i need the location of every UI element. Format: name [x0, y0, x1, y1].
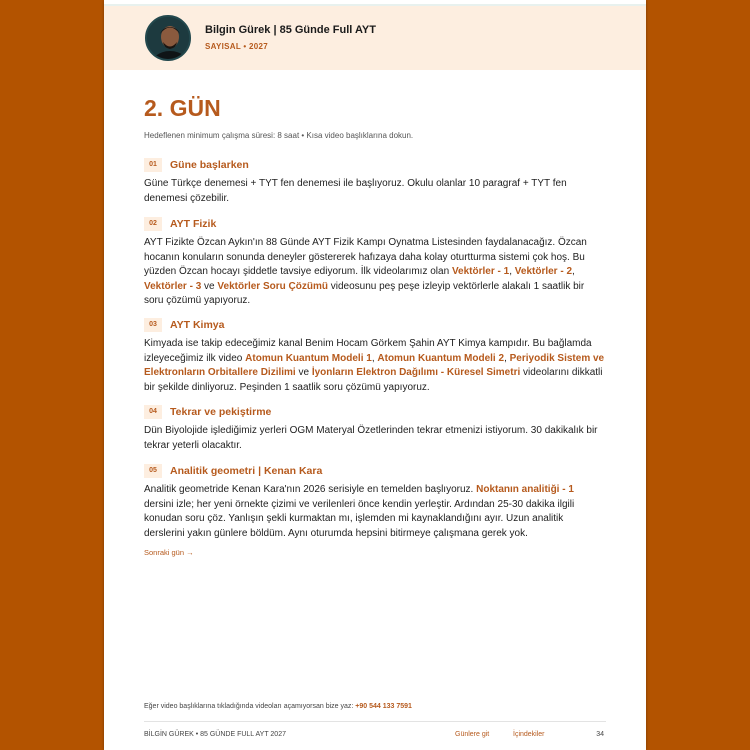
section-title: AYT Kimya — [170, 319, 225, 331]
video-link-vektorler-1[interactable]: Vektörler - 1 — [451, 266, 510, 278]
video-link-vektorler-2[interactable]: Vektörler - 2 — [514, 266, 573, 278]
section-title: Analitik geometri | Kenan Kara — [170, 465, 323, 477]
footer-link-days[interactable]: Günlere git — [455, 731, 490, 738]
section-title: Tekrar ve pekiştirme — [170, 406, 272, 418]
section-tekrar — [144, 404, 606, 453]
contact-note: Eğer video başlıklarına tıkladığında videoları açamıyorsan bize yaz: +90 544 133 7591 — [144, 703, 412, 710]
section-number: 01 — [144, 158, 162, 172]
section-ayt-kimya — [144, 317, 606, 395]
header — [104, 4, 646, 70]
video-link-iyonlarin-elektron-dagilimi[interactable]: İyonların Elektron Dağılımı - Küresel Simetri — [311, 367, 521, 379]
section-analitik-geometri — [144, 463, 606, 541]
section-ayt-fizik — [144, 216, 606, 309]
footer-divider — [144, 721, 606, 722]
video-link-noktanin-analitigi-1[interactable]: Noktanın analitiği - 1 — [476, 484, 574, 495]
page — [104, 0, 646, 750]
video-link-periyodik-sistem[interactable]: Periyodik Sistem ve Elektronların Orbitallere Dizilimi — [144, 352, 605, 379]
section-number: 02 — [144, 217, 162, 231]
footer-link-toc[interactable]: İçindekiler — [513, 731, 545, 738]
author-avatar — [145, 15, 191, 61]
track-label: SAYISAL • 2027 — [205, 42, 269, 51]
section-gune-baslarken — [144, 157, 606, 206]
section-title: Güne başlarken — [170, 159, 249, 171]
page-title: 2. GÜN — [144, 95, 221, 121]
section-number: 03 — [144, 318, 162, 332]
section-number: 05 — [144, 464, 162, 478]
contact-phone[interactable]: +90 544 133 7591 — [355, 703, 412, 710]
section-body: Güne Türkçe denemesi + TYT fen denemesi ile başlıyoruz. Okulu olanlar 10 paragraf + TYT fen denemesi çözebilir. — [144, 178, 567, 204]
next-day-link[interactable]: Sonraki gün → — [144, 548, 194, 557]
section-number: 04 — [144, 405, 162, 419]
video-link-atomun-kuantum-modeli-1[interactable]: Atomun Kuantum Modeli 1 — [245, 352, 372, 364]
footer-title: BİLGİN GÜREK • 85 GÜNDE FULL AYT 2027 — [144, 731, 286, 738]
video-link-vektorler-soru-cozumu[interactable]: Vektörler Soru Çözümü — [217, 280, 328, 292]
video-link-atomun-kuantum-modeli-2[interactable]: Atomun Kuantum Modeli 2 — [377, 352, 505, 364]
section-body: AYT Fizikte Özcan Aykın'ın 88 Günde AYT Fizik Kampı Oynatma Listesinden faydalanacağız. Özcan hocanın konuların sonunda deneyler göstererek hafızaya daha kolay oturtturma sistemi çok hoş. Bu yüzden Özcan hocayı şiddetle tavsiye ediyorum. İlk videolarımız olan Vektörler - 1, Vektörler - 2, Vektörler - 3 ve Vektörler Soru Çözümü videosunu peş peşe izleyip vektörlerle alakalı 1 saatlik bir soru çözümü yapıyoruz. — [144, 237, 587, 307]
video-link-vektorler-3[interactable]: Vektörler - 3 — [144, 280, 202, 292]
section-body: Analitik geometride Kenan Kara'nın 2026 serisiyle en temelden başlıyoruz. Noktanın analitiği - 1 dersini izle; her yeni örnekte çizimi ve verilenleri önce kendin yerleştir. Ardından 25-30 dakika ilgili konudan soru çöz. Yanlışın şekli kurmaktan mı, işlemden mi kaynaklandığını ayır. Uzun analitik derslerini yakın günlere böldüm. Aynı oturumda hepsini bitirmeye çalışmana gerek yok. — [144, 484, 575, 539]
section-body: Kimyada ise takip edeceğimiz kanal Benim Hocam Görkem Şahin AYT Kimya kampıdır. Bu bağlamda izleyeceğimiz ilk video Atomun Kuantum Modeli 1, Atomun Kuantum Modeli 2, Periyodik Sistem ve Elektronların Orbitallere Dizilimi ve İyonların Elektron Dağılımı - Küresel Simetri videolarını dikkatli bir şekilde dinliyoruz. Peşinden 1 saatlik soru çözümü yapıyoruz. — [144, 338, 605, 393]
section-title: AYT Fizik — [170, 218, 217, 230]
section-body: Dün Biyolojide işlediğimiz yerleri OGM Materyal Özetlerinden tekrar etmenizi istiyorum. 30 dakikalık bir tekrar yeterli olacaktır. — [144, 425, 598, 451]
page-subtitle: Hedeflenen minimum çalışma süresi: 8 saat • Kısa video başlıklarına dokun. — [144, 131, 414, 140]
page-number: 34 — [596, 731, 604, 738]
author-name: Bilgin Gürek | 85 Günde Full AYT — [205, 24, 376, 36]
